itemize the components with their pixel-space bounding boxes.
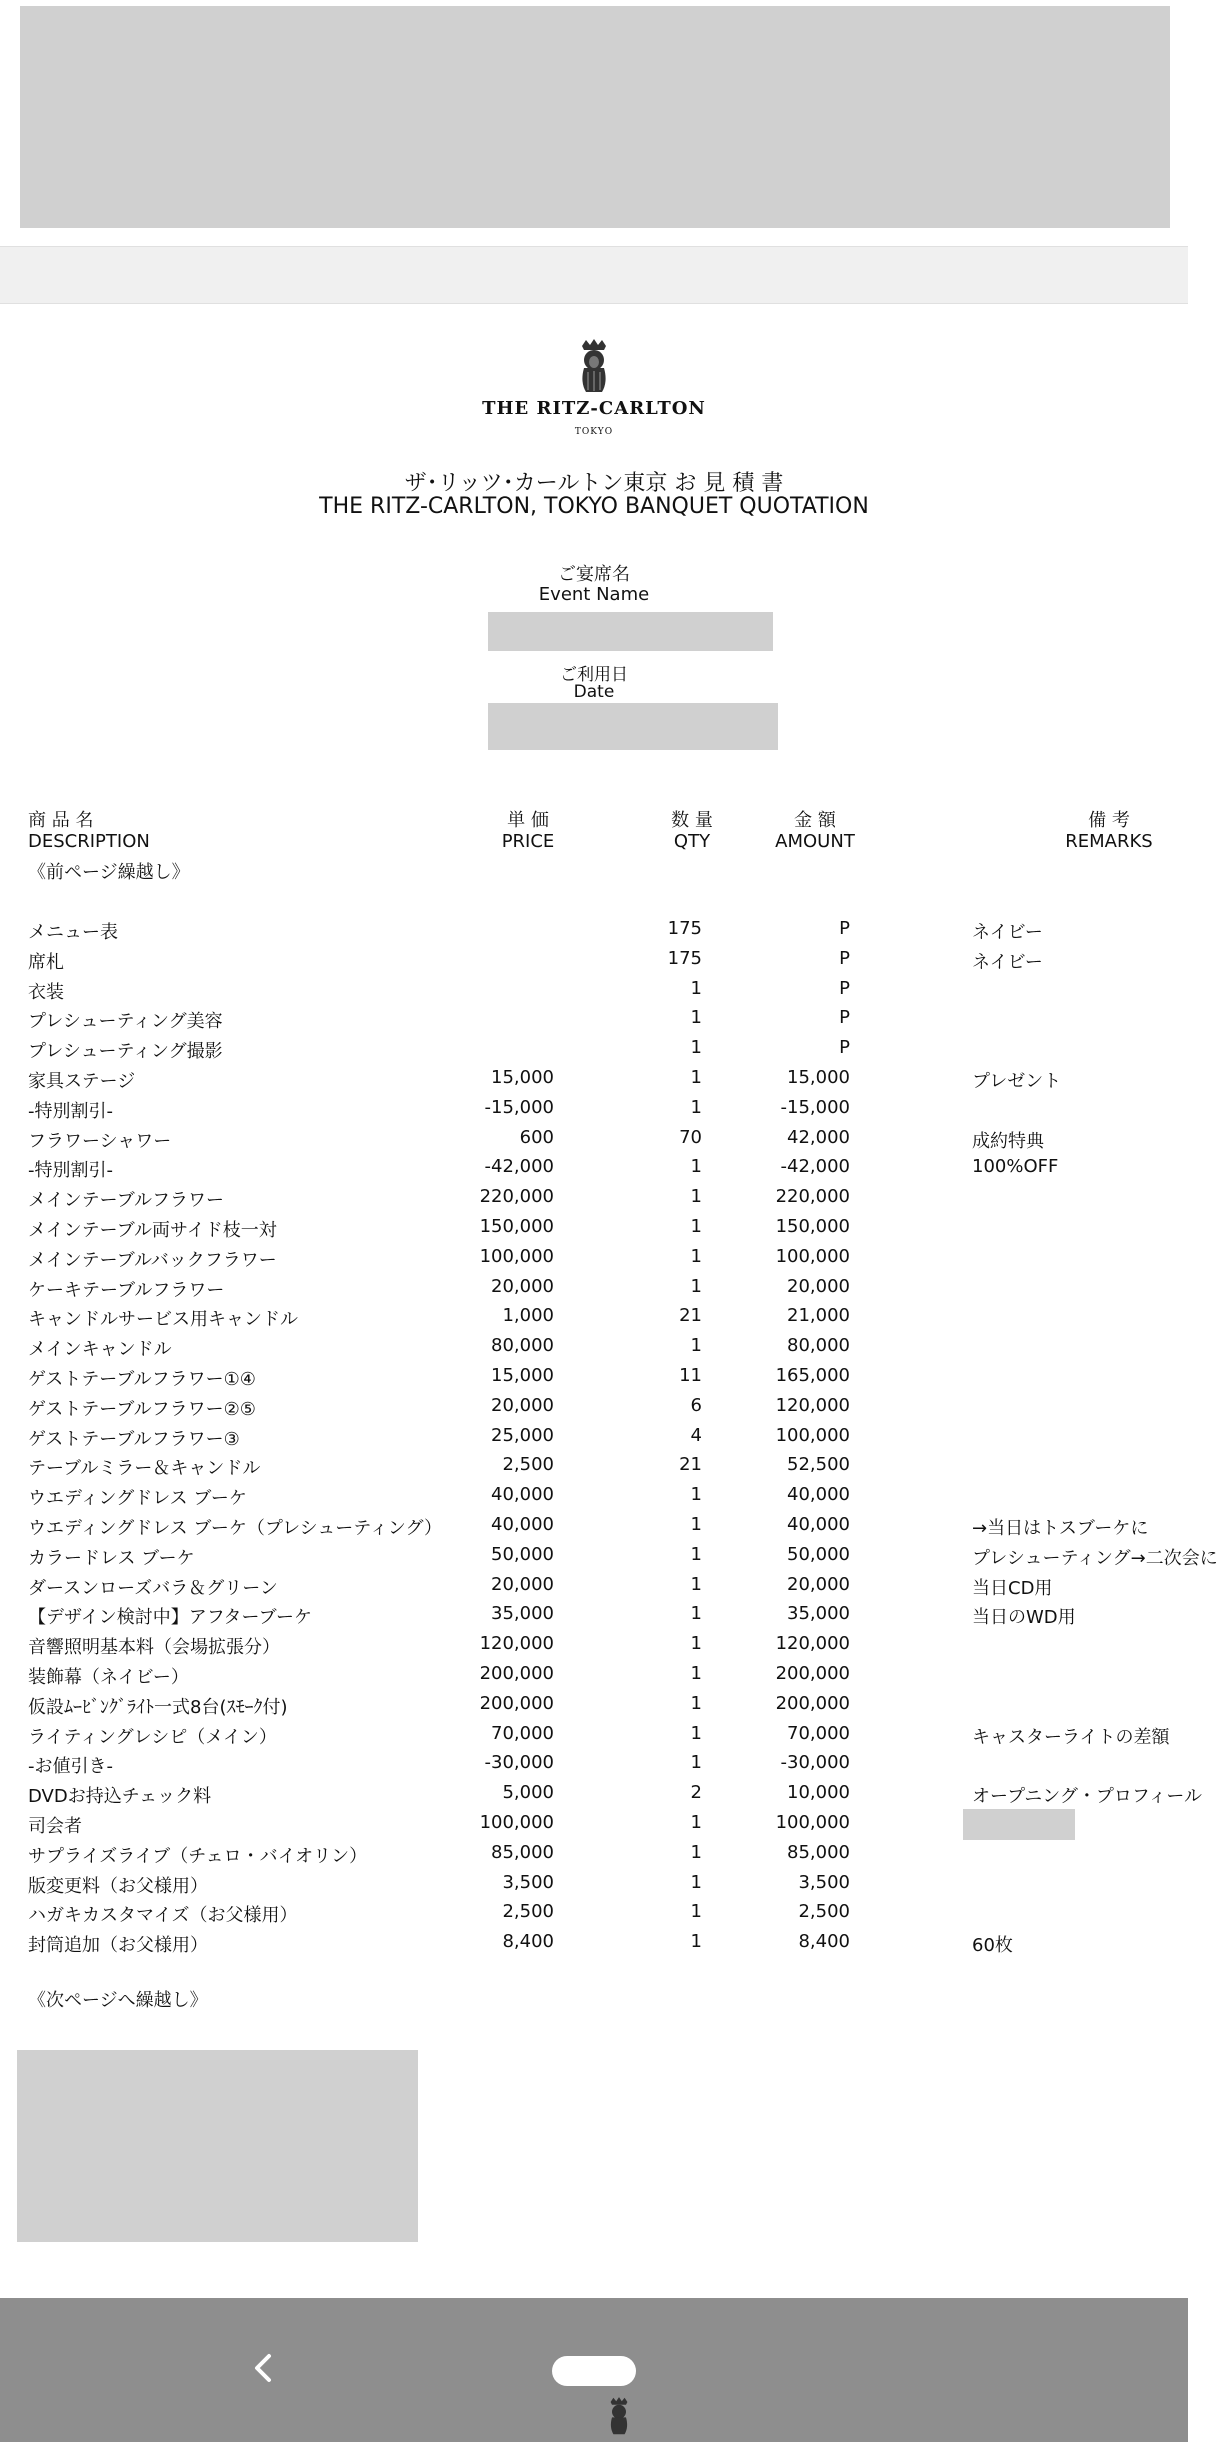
table-row — [0, 1276, 1188, 1306]
item-qty: 21 — [679, 1454, 702, 1475]
item-description: -特別割引- — [28, 1101, 113, 1122]
home-gesture-pill[interactable] — [552, 2356, 636, 2386]
table-row — [0, 1514, 1188, 1544]
item-price: 5,000 — [502, 1782, 554, 1803]
item-qty: 1 — [690, 1216, 702, 1237]
table-row — [0, 1574, 1188, 1604]
item-amount: 100,000 — [775, 1812, 850, 1833]
item-price: 2,500 — [502, 1901, 554, 1922]
item-amount: 120,000 — [775, 1395, 850, 1416]
item-description: ハガキカスタマイズ（お父様用） — [28, 1905, 298, 1926]
item-description: 装飾幕（ネイビー） — [28, 1667, 189, 1688]
item-amount: 2,500 — [798, 1901, 850, 1922]
quotation-title-ja: ザ･リッツ･カールトン東京 お 見 積 書 — [404, 471, 784, 496]
item-amount: 200,000 — [775, 1693, 850, 1714]
item-amount: P — [839, 918, 850, 939]
item-price: 85,000 — [491, 1842, 554, 1863]
table-row — [0, 978, 1188, 1008]
item-remarks: 100%OFF — [972, 1156, 1059, 1177]
item-price: -30,000 — [484, 1752, 554, 1773]
header-remarks-ja: 備 考 — [1088, 810, 1130, 831]
table-row — [0, 1335, 1188, 1365]
redacted-remark — [963, 1809, 1075, 1840]
item-description: ライティングレシピ（メイン） — [28, 1727, 277, 1748]
table-row — [0, 1842, 1188, 1872]
item-qty: 1 — [690, 1752, 702, 1773]
table-row — [0, 1186, 1188, 1216]
table-row — [0, 1216, 1188, 1246]
item-amount: 20,000 — [787, 1574, 850, 1595]
header-qty-en: QTY — [673, 831, 711, 852]
item-price: 200,000 — [479, 1663, 554, 1684]
item-qty: 1 — [690, 1931, 702, 1952]
item-description: プレシューティング美容 — [28, 1011, 223, 1032]
table-row — [0, 1603, 1188, 1633]
item-amount: 200,000 — [775, 1663, 850, 1684]
item-qty: 1 — [690, 1544, 702, 1565]
table-row — [0, 1246, 1188, 1276]
item-qty: 1 — [690, 1097, 702, 1118]
item-price: 2,500 — [502, 1454, 554, 1475]
item-amount: 15,000 — [787, 1067, 850, 1088]
table-row — [0, 1156, 1188, 1186]
table-row — [0, 1365, 1188, 1395]
table-row — [0, 1693, 1188, 1723]
table-row — [0, 1663, 1188, 1693]
item-remarks: 60枚 — [972, 1935, 1013, 1956]
item-amount: 100,000 — [775, 1246, 850, 1267]
item-price: 70,000 — [491, 1723, 554, 1744]
item-description: 司会者 — [28, 1816, 82, 1837]
item-amount: 100,000 — [775, 1425, 850, 1446]
carried-from-previous-page: 《前ページ繰越し》 — [28, 862, 190, 883]
item-description: ダースンローズバラ＆グリーン — [28, 1578, 278, 1599]
item-qty: 1 — [690, 978, 702, 999]
header-price-ja: 単 価 — [507, 810, 549, 831]
item-description: メインキャンドル — [28, 1339, 172, 1360]
item-qty: 1 — [690, 1514, 702, 1535]
date-label-en: Date — [573, 682, 615, 702]
item-qty: 4 — [690, 1425, 702, 1446]
table-row — [0, 1097, 1188, 1127]
item-remarks: ネイビー — [972, 952, 1043, 973]
column-header-en — [0, 831, 1188, 861]
item-price: 120,000 — [479, 1633, 554, 1654]
item-qty: 175 — [667, 918, 702, 939]
item-amount: -42,000 — [780, 1156, 850, 1177]
table-row — [0, 1544, 1218, 1574]
item-price: 150,000 — [479, 1216, 554, 1237]
item-description: 音響照明基本料（会場拡張分） — [28, 1637, 280, 1658]
redacted-event-name — [488, 612, 773, 651]
item-qty: 11 — [679, 1365, 702, 1386]
item-price: 15,000 — [491, 1365, 554, 1386]
item-price: 40,000 — [491, 1484, 554, 1505]
item-amount: 3,500 — [798, 1872, 850, 1893]
item-price: 220,000 — [479, 1186, 554, 1207]
table-row — [0, 918, 1188, 948]
table-row — [0, 1454, 1188, 1484]
item-description: 衣装 — [28, 982, 64, 1003]
table-row — [0, 1901, 1188, 1931]
item-qty: 1 — [690, 1037, 702, 1058]
table-row — [0, 1931, 1188, 1961]
item-remarks: ネイビー — [972, 922, 1043, 943]
item-amount: 42,000 — [787, 1127, 850, 1148]
quotation-title-en: THE RITZ-CARLTON, TOKYO BANQUET QUOTATION — [319, 494, 869, 519]
table-row — [0, 1872, 1188, 1902]
item-price: 40,000 — [491, 1514, 554, 1535]
item-qty: 1 — [690, 1484, 702, 1505]
item-amount: P — [839, 978, 850, 999]
item-amount: 10,000 — [787, 1782, 850, 1803]
hotel-logo — [0, 338, 1188, 437]
item-description: 版変更料（お父様用） — [28, 1876, 208, 1897]
item-price: 25,000 — [491, 1425, 554, 1446]
item-amount: 80,000 — [787, 1335, 850, 1356]
item-qty: 1 — [690, 1633, 702, 1654]
date-label-ja: ご利用日 — [560, 665, 628, 685]
item-description: 封筒追加（お父様用） — [28, 1935, 208, 1956]
item-description: ウエディングドレス ブーケ（プレシューティング） — [28, 1518, 443, 1539]
item-amount: 40,000 — [787, 1484, 850, 1505]
item-description: メニュー表 — [28, 922, 118, 943]
item-qty: 1 — [690, 1156, 702, 1177]
table-row — [0, 1723, 1188, 1753]
item-amount: -30,000 — [780, 1752, 850, 1773]
item-amount: -15,000 — [780, 1097, 850, 1118]
item-price: 35,000 — [491, 1603, 554, 1624]
item-description: ウエディングドレス ブーケ — [28, 1488, 247, 1509]
item-qty: 1 — [690, 1574, 702, 1595]
item-qty: 1 — [690, 1872, 702, 1893]
item-qty: 1 — [690, 1246, 702, 1267]
item-remarks: オープニング・プロフィール — [972, 1786, 1203, 1807]
item-qty: 1 — [690, 1603, 702, 1624]
item-amount: 70,000 — [787, 1723, 850, 1744]
item-description: メインテーブル両サイド枝一対 — [28, 1220, 277, 1241]
item-amount: 35,000 — [787, 1603, 850, 1624]
lion-crown-icon — [574, 338, 614, 394]
item-amount: 20,000 — [787, 1276, 850, 1297]
item-description: フラワーシャワー — [28, 1131, 172, 1152]
item-price: 100,000 — [479, 1246, 554, 1267]
brand-city: TOKYO — [574, 427, 614, 437]
item-description: 【デザイン検討中】アフターブーケ — [28, 1607, 313, 1628]
item-amount: 220,000 — [775, 1186, 850, 1207]
item-remarks: キャスターライトの差額 — [972, 1727, 1170, 1748]
table-row — [0, 1752, 1188, 1782]
item-description: 仮設ﾑｰﾋﾞﾝｸﾞﾗｲﾄ一式8台(ｽﾓｰｸ付) — [28, 1697, 288, 1718]
table-row — [0, 1067, 1188, 1097]
table-row — [0, 1305, 1188, 1335]
back-chevron-icon[interactable] — [244, 2348, 284, 2388]
item-description: ゲストテーブルフラワー①④ — [28, 1369, 256, 1390]
item-qty: 1 — [690, 1186, 702, 1207]
redacted-date — [488, 703, 778, 750]
table-row — [0, 1484, 1188, 1514]
item-price: 50,000 — [491, 1544, 554, 1565]
item-qty: 1 — [690, 1723, 702, 1744]
item-qty: 1 — [690, 1276, 702, 1297]
item-remarks: プレシューティング→二次会に — [972, 1548, 1218, 1569]
item-remarks: →当日はトスブーケに — [972, 1518, 1149, 1539]
item-remarks: 成約特典 — [972, 1131, 1044, 1152]
lion-crown-icon — [605, 2396, 633, 2436]
table-row — [0, 1633, 1188, 1663]
item-amount: 150,000 — [775, 1216, 850, 1237]
item-amount: 50,000 — [787, 1544, 850, 1565]
item-description: カラードレス ブーケ — [28, 1548, 195, 1569]
item-remarks: 当日CD用 — [972, 1578, 1053, 1599]
item-price: 15,000 — [491, 1067, 554, 1088]
item-amount: P — [839, 948, 850, 969]
item-qty: 21 — [679, 1305, 702, 1326]
item-amount: 165,000 — [775, 1365, 850, 1386]
header-amount-ja: 金 額 — [794, 810, 836, 831]
item-remarks: プレゼント — [972, 1071, 1062, 1092]
item-price: -15,000 — [484, 1097, 554, 1118]
item-qty: 1 — [690, 1335, 702, 1356]
item-qty: 2 — [690, 1782, 702, 1803]
item-description: ケーキテーブルフラワー — [28, 1280, 225, 1301]
item-price: 3,500 — [502, 1872, 554, 1893]
item-price: 20,000 — [491, 1574, 554, 1595]
item-description: 席札 — [28, 952, 64, 973]
item-description: プレシューティング撮影 — [28, 1041, 223, 1062]
event-name-label-ja: ご宴席名 — [558, 564, 630, 585]
carried-to-next-page: 《次ページへ繰越し》 — [28, 1990, 208, 2011]
item-qty: 1 — [690, 1067, 702, 1088]
item-description: -特別割引- — [28, 1160, 113, 1181]
item-qty: 1 — [690, 1901, 702, 1922]
item-amount: P — [839, 1037, 850, 1058]
item-description: メインテーブルフラワー — [28, 1190, 225, 1211]
item-qty: 175 — [667, 948, 702, 969]
redacted-footer-area — [17, 2050, 418, 2242]
table-row — [0, 1037, 1188, 1067]
item-qty: 70 — [679, 1127, 702, 1148]
item-price: 600 — [519, 1127, 554, 1148]
item-qty: 1 — [690, 1812, 702, 1833]
item-price: 200,000 — [479, 1693, 554, 1714]
item-amount: 120,000 — [775, 1633, 850, 1654]
item-amount: 40,000 — [787, 1514, 850, 1535]
item-price: 80,000 — [491, 1335, 554, 1356]
table-row — [0, 1425, 1188, 1455]
item-description: テーブルミラー＆キャンドル — [28, 1458, 261, 1479]
item-description: ゲストテーブルフラワー③ — [28, 1429, 240, 1450]
redacted-header-area — [20, 6, 1170, 228]
item-amount: 8,400 — [798, 1931, 850, 1952]
item-qty: 1 — [690, 1007, 702, 1028]
item-amount: P — [839, 1007, 850, 1028]
item-description: -お値引き- — [28, 1756, 113, 1777]
viewer-toolbar-band — [0, 246, 1188, 304]
header-desc-en: DESCRIPTION — [28, 831, 150, 852]
item-price: 1,000 — [502, 1305, 554, 1326]
item-price: 8,400 — [502, 1931, 554, 1952]
header-amount-en: AMOUNT — [775, 831, 855, 852]
item-amount: 21,000 — [787, 1305, 850, 1326]
item-price: 100,000 — [479, 1812, 554, 1833]
table-row — [0, 1782, 1203, 1812]
item-description: 家具ステージ — [28, 1071, 136, 1092]
header-qty-ja: 数 量 — [671, 810, 713, 831]
table-row — [0, 1127, 1188, 1157]
table-row — [0, 1007, 1188, 1037]
header-remarks-en: REMARKS — [1065, 831, 1153, 852]
item-description: メインテーブルバックフラワー — [28, 1250, 277, 1271]
header-desc-ja: 商 品 名 — [28, 810, 94, 831]
item-description: DVDお持込チェック料 — [28, 1786, 212, 1807]
item-amount: 85,000 — [787, 1842, 850, 1863]
item-qty: 1 — [690, 1842, 702, 1863]
item-qty: 6 — [690, 1395, 702, 1416]
item-description: サプライズライブ（チェロ・バイオリン） — [28, 1846, 368, 1867]
item-price: 20,000 — [491, 1276, 554, 1297]
header-price-en: PRICE — [501, 831, 555, 852]
item-price: 20,000 — [491, 1395, 554, 1416]
item-description: ゲストテーブルフラワー②⑤ — [28, 1399, 256, 1420]
table-row — [0, 948, 1188, 978]
item-description: キャンドルサービス用キャンドル — [28, 1309, 298, 1330]
item-remarks: 当日のWD用 — [972, 1607, 1076, 1628]
item-qty: 1 — [690, 1663, 702, 1684]
item-qty: 1 — [690, 1693, 702, 1714]
event-name-label-en: Event Name — [538, 584, 650, 605]
item-amount: 52,500 — [787, 1454, 850, 1475]
item-price: -42,000 — [484, 1156, 554, 1177]
brand-name: THE RITZ-CARLTON — [482, 398, 706, 419]
table-row — [0, 1395, 1188, 1425]
